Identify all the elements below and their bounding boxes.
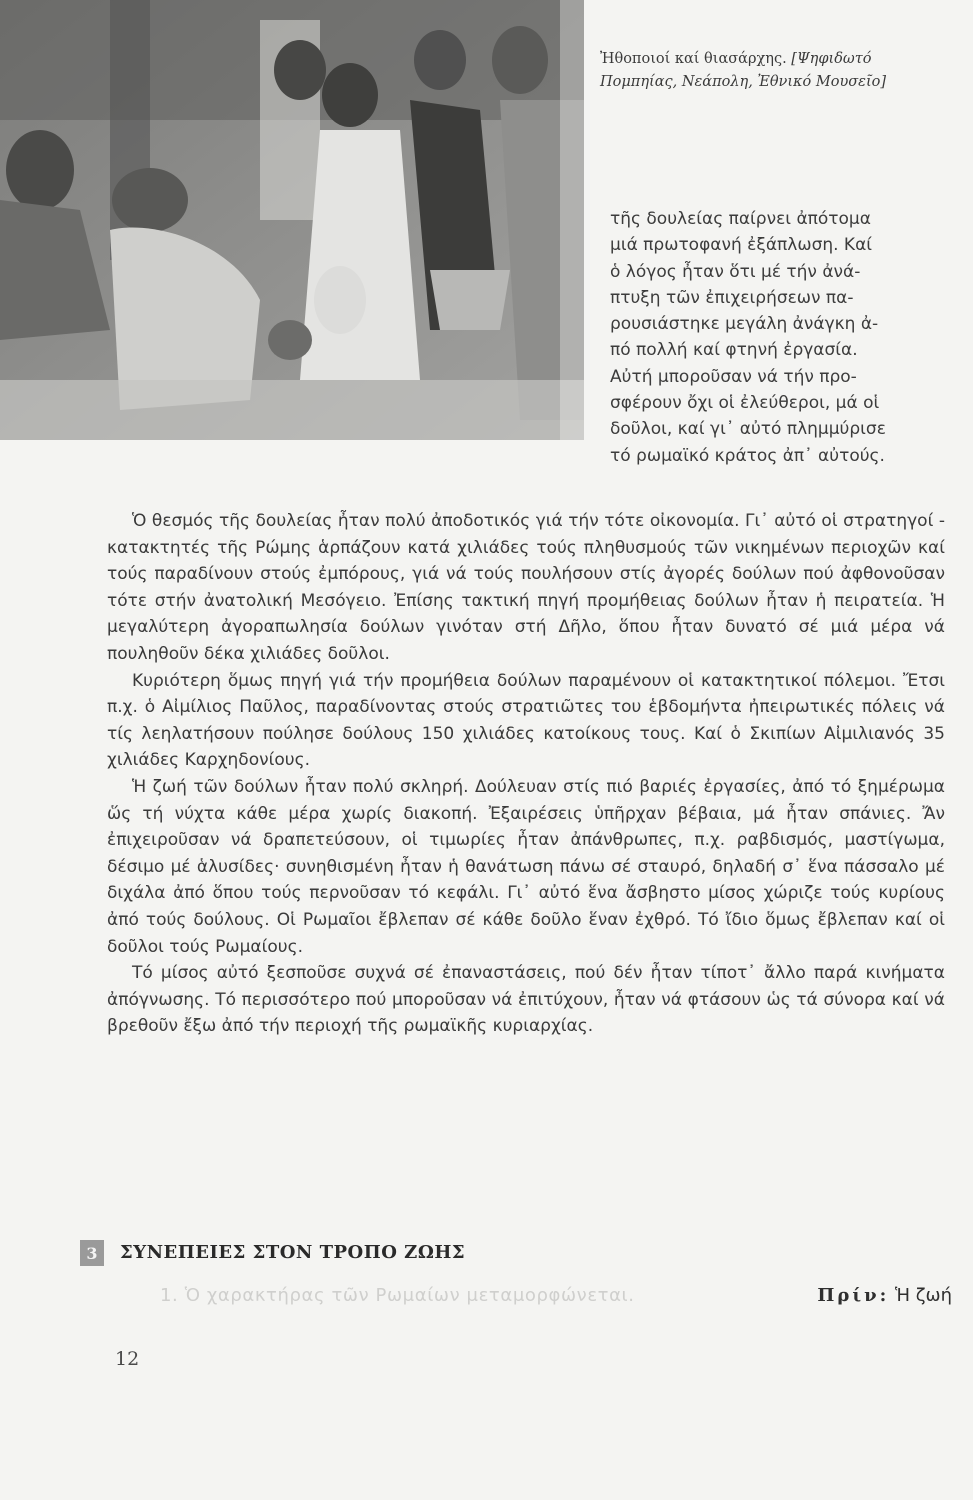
- mosaic-illustration: [0, 0, 584, 440]
- side-text-line: πτυξη τῶν ἐπιχειρήσεων πα-: [610, 287, 854, 308]
- subsection-label: Πρίν:: [817, 1285, 890, 1306]
- page-number: 12: [115, 1348, 140, 1370]
- figure-caption: [600, 48, 960, 94]
- side-text-line: δοῦλοι, καί γι᾽ αὐτό πλημμύρισε: [610, 419, 886, 440]
- side-text-line: τῆς δουλείας παίρνει ἀπότομα: [610, 209, 871, 229]
- caption-source-line1: [Ψηφιδωτό: [791, 51, 872, 67]
- side-text-line: πό πολλή καί φτηνή ἐργασία.: [610, 340, 858, 361]
- side-text-line: τό ρωμαϊκό κράτος ἀπ᾽ αὐτούς.: [610, 445, 885, 466]
- side-text-column: [610, 206, 940, 469]
- main-text: [107, 508, 945, 1040]
- paragraph-1: Ὁ θεσμός τῆς δουλείας ἦταν πολύ ἀποδοτικός γιά τήν τότε οἰκονομία. Γι᾽ αὐτό οἱ στρατηγοί - κατακτητές τῆς Ρώμης ἁρπάζουν κατά χιλιάδες τούς πληθυσμούς τῶν νικημένων περιοχῶν καί τούς παραδίνουν στούς ἐμπόρους, γιά νά τούς πουλήσουν στίς ἀγορές δούλων πού ἀφθονοῦσαν τότε στήν ἀνατολική Μεσόγειο. Ἐπίσης τακτική πηγή προμήθειας δούλων ἦταν ἡ πειρατεία. Ἡ μεγαλύτερη ἀγοραπωλησία δούλων γινόταν στή Δῆλο, ὅπου ἦταν δυνατό σέ μιά μέρα νά πουληθοῦν δέκα χιλιάδες δοῦλοι.: [107, 511, 945, 664]
- paragraph-2: Κυριότερη ὅμως πηγή γιά τήν προμήθεια δούλων παραμένουν οἱ κατακτητικοί πόλεμοι. Ἔτσι π.χ. ὁ Αἰμίλιος Παῦλος, παραδίνοντας στούς στρατιῶτες του ἑβδομήντα ἠπειρωτικές πόλεις νά τίς λεηλατήσουν πούλησε δούλους 150 χιλιάδες κατοίκους τους. Καί ὁ Σκιπίων Αἰμιλιανός 35 χιλιάδες Καρχηδονίους.: [107, 670, 945, 771]
- side-text-line: μιά πρωτοφανή ἐξάπλωση. Καί: [610, 235, 873, 256]
- subsection-heading-faded: 1. Ὁ χαρακτήρας τῶν Ρωμαίων μεταμορφώνεται.: [160, 1285, 635, 1306]
- subsection-start: [817, 1285, 952, 1306]
- side-text-line: ὁ λόγος ἦταν ὅτι μέ τήν ἀνά-: [610, 261, 861, 282]
- side-text-line: σφέρουν ὄχι οἱ ἐλεύθεροι, μά οἱ: [610, 393, 880, 414]
- section-heading: [80, 1240, 950, 1270]
- mosaic-figure-image: [0, 0, 584, 440]
- side-text-line: Αὐτή μποροῦσαν νά τήν προ-: [610, 366, 857, 387]
- subsection-line: [160, 1285, 950, 1315]
- section-number-badge: 3: [80, 1240, 104, 1266]
- subsection-continuation: Ἡ ζωή: [894, 1285, 952, 1306]
- paragraph-4: Τό μίσος αὐτό ξεσποῦσε συχνά σέ ἐπαναστάσεις, πού δέν ἦταν τίποτ᾽ ἄλλο παρά κινήματα ἀπόγνωσης. Τό περισσότερο πού μποροῦσαν νά ἐπιτύχουν, ἦταν νά φτάσουν ὡς τά σύνορα καί νά βρεθοῦν ἔξω ἀπό τήν περιοχή τῆς ρωμαϊκῆς κυριαρχίας.: [107, 963, 945, 1037]
- caption-title: Ἠθοποιοί καί θιασάρχης.: [600, 51, 787, 67]
- side-text-line: ρουσιάστηκε μεγάλη ἀνάγκη ἀ-: [610, 314, 879, 335]
- paragraph-3: Ἡ ζωή τῶν δούλων ἦταν πολύ σκληρή. Δούλευαν στίς πιό βαριές ἐργασίες, ἀπό τό ξημέρωμα ὥς τή νύχτα κάθε μέρα χωρίς διακοπή. Ἐξαιρέσεις ὑπῆρχαν βέβαια, μά ἦταν σπάνιες. Ἄν ἐπιχειροῦσαν νά δραπετεύσουν, οἱ τιμωρίες ἦταν ἀπάνθρωπες, π.χ. ραβδισμός, μαστίγωμα, δέσιμο μέ ἁλυσίδες· συνηθισμένη ἦταν ἡ θανάτωση πάνω σέ σταυρό, δηλαδή σ᾽ ἕνα πάσσαλο μέ διχάλα ἀπό ὅπου τούς περνοῦσαν τό κεφάλι. Γι᾽ αὐτό ἕνα ἄσβηστο μίσος χώριζε τούς κυρίους ἀπό τούς δούλους. Οἱ Ρωμαῖοι ἔβλεπαν σέ κάθε δοῦλο ἕναν ἐχθρό. Τό ἴδιο ὅμως ἔβλεπαν καί οἱ δοῦλοι τούς Ρωμαίους.: [107, 776, 945, 957]
- caption-source-line2: Πομπηίας, Νεάπολη, Ἐθνικό Μουσεῖο]: [600, 74, 887, 90]
- section-title: ΣΥΝΕΠΕΙΕΣ ΣΤΟΝ ΤΡΟΠΟ ΖΩΗΣ: [120, 1242, 466, 1263]
